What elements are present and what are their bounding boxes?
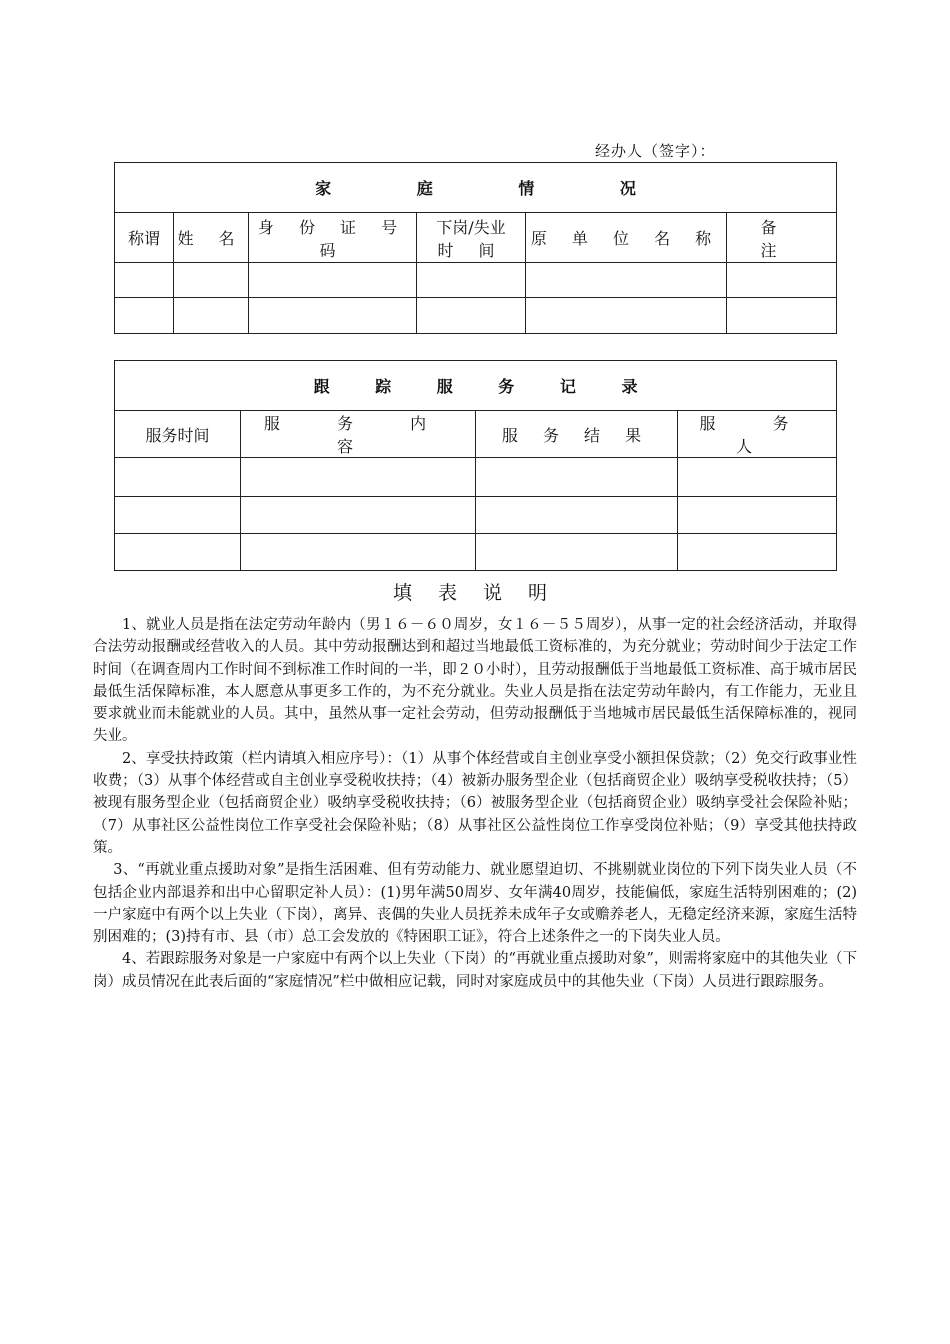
note-paragraph-3: 3、“再就业重点援助对象”是指生活困难、但有劳动能力、就业愿望迫切、不挑剔就业岗位的下列下岗失业人员（不包括企业内部退养和出中心留职定补人员）：(1)男年满50周岁、女年满40周岁，技能偏低，家庭生活特别困难的；(2)一户家庭中有两个以上失业（下岗），离异、丧偶的失业人员抚养未成年子女或赡养老人，无稳定经济来源，家庭生活特别困难的；(3)持有市、县（市）总工会发放的《特困职工证》，符合上述条件之一的下岗失业人员。 — [93, 862, 857, 946]
table-cell[interactable] — [476, 458, 678, 497]
tracking-table-title: 跟 踪 服 务 记 录 — [115, 361, 837, 411]
col-name: 姓 名 — [174, 213, 249, 263]
note-paragraph-4: 4、若跟踪服务对象是一户家庭中有两个以上失业（下岗）的“再就业重点援助对象”，则需将家庭中的其他失业（下岗）成员情况在此表后面的“家庭情况”栏中做相应记载，同时对家庭成员中的其他失业（下岗）人员进行跟踪服务。 — [93, 951, 857, 990]
notes-body — [93, 614, 857, 993]
table-cell[interactable] — [249, 298, 417, 334]
table-cell[interactable] — [241, 534, 476, 571]
table-cell[interactable] — [174, 298, 249, 334]
table-cell[interactable] — [727, 263, 837, 298]
note-paragraph-1: 1、就业人员是指在法定劳动年龄内（男１６－６０周岁，女１６－５５周岁），从事一定的社会经济活动，并取得合法劳动报酬或经营收入的人员。其中劳动报酬达到和超过当地最低工资标准的，为充分就业；劳动时间少于法定工作时间（在调查周内工作时间不到标准工作时间的一半，即２０小时），且劳动报酬低于当地最低工资标准、高于城市居民最低生活保障标准，本人愿意从事更多工作的，为不充分就业。失业人员是指在法定劳动年龄内，有工作能力，无业且要求就业而未能就业的人员。其中，虽然从事一定社会劳动，但劳动报酬低于当地城市居民最低生活保障标准的，视同失业。 — [93, 617, 857, 745]
table-cell[interactable] — [526, 298, 727, 334]
col-service-time: 服务时间 — [115, 411, 241, 458]
table-cell[interactable] — [417, 263, 526, 298]
signer-label: 经办人（签字）： — [595, 142, 716, 160]
col-id-number: 身 份 证 号 码 — [249, 213, 417, 263]
table-row — [115, 497, 837, 534]
col-remarks: 备 注 — [727, 213, 837, 263]
table-cell[interactable] — [115, 534, 241, 571]
table-cell[interactable] — [476, 497, 678, 534]
col-service-content: 服 务 内 容 — [241, 411, 476, 458]
table-cell[interactable] — [249, 263, 417, 298]
table-cell[interactable] — [241, 497, 476, 534]
col-layoff-time — [417, 213, 526, 263]
table-cell[interactable] — [115, 458, 241, 497]
table-row — [115, 458, 837, 497]
table-cell[interactable] — [678, 458, 837, 497]
table-cell[interactable] — [174, 263, 249, 298]
table-cell[interactable] — [115, 497, 241, 534]
note-paragraph-2: 2、享受扶持政策（栏内请填入相应序号）：（1）从事个体经营或自主创业享受小额担保贷款；（2）免交行政事业性收费；（3）从事个体经营或自主创业享受税收扶持；（4）被新办服务型企业（包括商贸企业）吸纳享受税收扶持；（5）被现有服务型企业（包括商贸企业）吸纳享受税收扶持；（6）被服务型企业（包括商贸企业）吸纳享受社会保险补贴；（7）从事社区公益性岗位工作享受社会保险补贴；（8）从事社区公益性岗位工作享受岗位补贴；（9）享受其他扶持政策。 — [93, 750, 857, 856]
family-table — [114, 162, 837, 334]
table-row — [115, 534, 837, 571]
table-cell[interactable] — [115, 298, 174, 334]
table-cell[interactable] — [678, 534, 837, 571]
table-row — [115, 298, 837, 334]
tracking-table — [114, 360, 837, 571]
notes-title: 填 表 说 明 — [392, 582, 558, 604]
col-layoff-time-line2: 时 间 — [437, 240, 505, 260]
table-cell[interactable] — [727, 298, 837, 334]
table-cell[interactable] — [526, 263, 727, 298]
table-cell[interactable] — [241, 458, 476, 497]
col-service-person: 服 务 人 — [678, 411, 837, 458]
table-cell[interactable] — [417, 298, 526, 334]
col-former-employer: 原 单 位 名 称 — [526, 213, 727, 263]
table-cell[interactable] — [476, 534, 678, 571]
table-cell[interactable] — [115, 263, 174, 298]
col-relation: 称谓 — [115, 213, 174, 263]
col-service-result: 服 务 结 果 — [476, 411, 678, 458]
table-row — [115, 263, 837, 298]
table-cell[interactable] — [678, 497, 837, 534]
family-table-title: 家 庭 情 况 — [115, 163, 837, 213]
col-layoff-time-line1: 下岗/失业 — [436, 217, 506, 237]
